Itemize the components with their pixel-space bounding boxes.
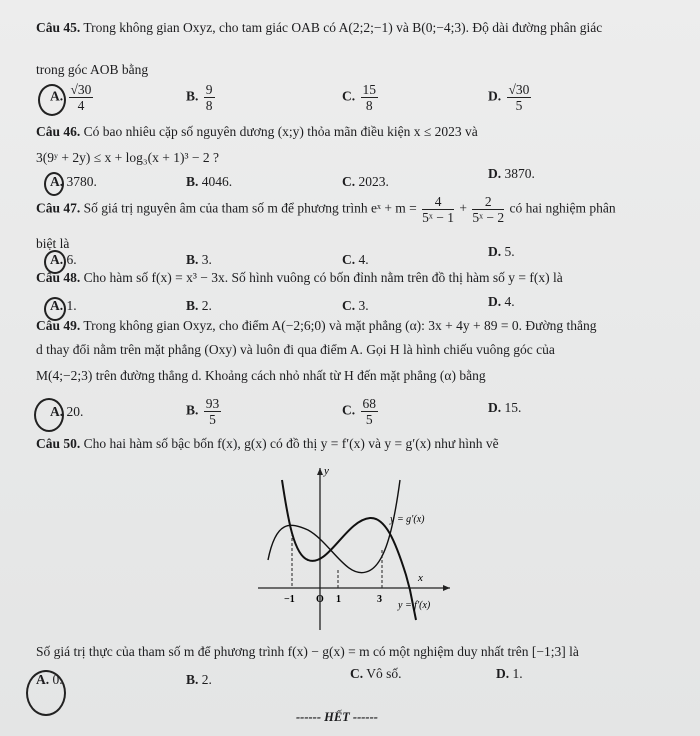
q49-option-d: D. 15. [488,400,522,415]
origin-label: O [316,594,324,605]
y-axis-arrow [317,468,323,475]
tick-label-1: 1 [336,594,341,605]
end-footer: ------ HẾT ------ [296,710,378,724]
answer-circle-mark [26,670,66,716]
q48-line1: Câu 48. Cho hàm số f(x) = x³ − 3x. Số hình vuông có bốn đỉnh nằm trên đồ thị hàm số y = f(x) là [36,270,563,285]
f-prime-curve [282,480,416,620]
y-axis-label: y [324,465,329,477]
answer-circle-mark [44,172,64,196]
q50-option-b: B. 2. [186,672,212,687]
g-prime-label: y = g′(x) [390,514,425,525]
answer-circle-mark [34,398,64,432]
f-prime-label: y = f′(x) [398,600,431,611]
q46-option-d: D. 3870. [488,166,535,181]
q46-option-c: C. 2023. [342,174,389,189]
q45-option-d: D. $\frac{√30}{5}$ [488,82,530,113]
q45-label: Câu 45. [36,20,81,35]
q47-option-d: D. 5. [488,244,515,259]
derivative-graph [250,460,460,635]
q49-text2: d thay đổi nằm trên mặt phẳng (Oxy) và luôn đi qua điểm A. Gọi H là hình chiếu vuông góc của [36,342,555,357]
q45-option-a: A. $\frac{√30}{4}$ [50,82,92,113]
x-axis-label: x [418,572,423,584]
q48-option-b: B. 2. [186,298,212,313]
q45-line1 [36,20,602,36]
q49-line1: Câu 49. Trong không gian Oxyz, cho điểm A(−2;6;0) và mặt phẳng (α): 3x + 4y + 89 = 0. Đường thẳng [36,318,597,333]
answer-circle-mark [38,84,66,116]
g-prime-curve [268,480,400,573]
q48-option-a: A. 1. [50,298,77,313]
q46-text2: 3(9ʸ + 2y) ≤ x + log₃(x + 1)³ − 2 ? [36,150,219,165]
q45-text1: Trong không gian Oxyz, cho tam giác OAB có A(2;2;−1) và B(0;−4;3). Độ dài đường phân giác [83,20,603,35]
q50-option-a: A. 0. [36,672,63,687]
q45-option-b: B. $\frac{9}{8}$ [186,82,213,113]
q47-line1: Câu 47. Số giá trị nguyên âm của tham số m để phương trình eˣ + m = $\frac{4}{\text{5ˣ − 1}}$ + $\frac{2}{\text{5ˣ − 2}}$ có hai nghiệm phân [36,194,616,225]
q45-option-c: C. $\frac{15}{8}$ [342,82,376,113]
q47-option-b: B. 3. [186,252,212,267]
q47-option-c: C. 4. [342,252,369,267]
q50-text2: Số giá trị thực của tham số m để phương trình f(x) − g(x) = m có một nghiệm duy nhất trên [−1;3] là [36,644,579,659]
q46-option-b: B. 4046. [186,174,233,189]
q45-text2: trong góc AOB bằng [36,62,149,77]
tick-label-3: 3 [377,594,382,605]
q50-line1: Câu 50. Cho hai hàm số bậc bốn f(x), g(x) có đồ thị y = f′(x) và y = g′(x) như hình vẽ [36,436,499,451]
q48-option-d: D. 4. [488,294,515,309]
tick-label-minus-1: −1 [284,594,295,605]
q46-line1: Câu 46. Có bao nhiêu cặp số nguyên dương (x;y) thỏa mãn điều kiện x ≤ 2023 và [36,124,478,139]
q50-option-c: C. Vô số. [350,666,402,681]
q47-text2: biệt là [36,236,70,251]
q49-option-b: B. $\frac{93}{5}$ [186,396,220,427]
q50-option-d: D. 1. [496,666,523,681]
q49-option-a: A. 20. [50,404,84,419]
q49-option-c: C. $\frac{68}{5}$ [342,396,376,427]
q48-option-c: C. 3. [342,298,369,313]
q46-option-a: A. 3780. [50,174,97,189]
q47-option-a: A. 6. [50,252,77,267]
q49-text3: M(4;−2;3) trên đường thẳng d. Khoảng cách nhỏ nhất từ H đến mặt phẳng (α) bằng [36,368,486,383]
x-axis-arrow [443,585,450,591]
